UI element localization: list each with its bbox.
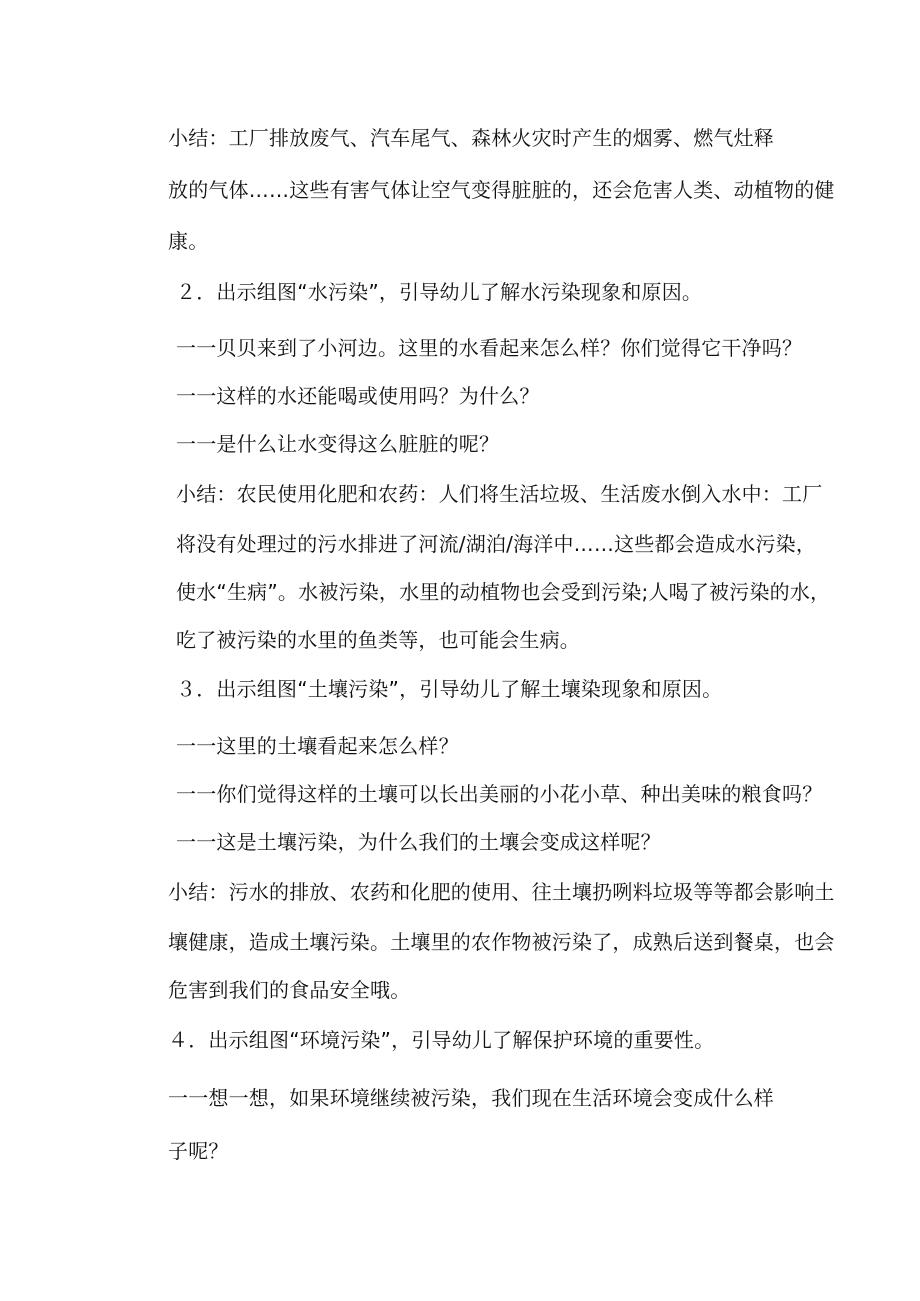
section-heading-3: ３．出示组图“土壤污染”，引导幼儿了解土壤染现象和原因。: [176, 677, 723, 701]
question-line-4: 一一这里的土壤看起来怎么样？: [176, 734, 459, 758]
summary-line-5: 小结：污水的排放、农药和化肥的使用、往土壤扔咧料垃圾等等都会影响土: [168, 880, 835, 904]
text-line-1: 小结：工厂排放废气、汽车尾气、森林火灾时产生的烟雾、燃气灶释: [168, 126, 774, 150]
question-line-2: 一一这样的水还能喝或使用吗？为什么？: [176, 384, 540, 408]
question-line-8: 子呢？: [168, 1139, 229, 1163]
question-line-6: 一一这是土壤污染，为什么我们的土壤会变成这样呢？: [176, 830, 661, 854]
summary-line-7: 危害到我们的食品安全哦。: [168, 978, 411, 1002]
text-line-3: 康。: [168, 229, 209, 253]
question-line-3: 一一是什么让水变得这么脏脏的呢？: [176, 432, 500, 456]
question-line-1: 一一贝贝来到了小河边。这里的水看起来怎么样？你们觉得它干净吗？: [176, 336, 803, 360]
question-line-7: 一一想一想，如果环境继续被污染，我们现在生活环境会变成什么样: [168, 1086, 774, 1110]
text-line-2: 放的气体……这些有害气体让空气变得脏脏的，还会危害人类、动植物的健: [168, 178, 835, 202]
section-heading-4: ４．出示组图“环境污染”，引导幼儿了解保护环境的重要性。: [168, 1028, 715, 1052]
summary-line-1: 小结：农民使用化肥和农药：人们将生活垃圾、生活废水倒入水中：工厂: [176, 482, 823, 506]
summary-line-6: 壤健康，造成土壤污染。土壤里的农作物被污染了，成熟后送到餐桌，也会: [168, 930, 835, 954]
section-heading-2: ２．出示组图“水污染”，引导幼儿了解水污染现象和原因。: [176, 280, 703, 304]
summary-line-3: 使水“生病”。水被污染，水里的动植物也会受到污染;人喝了被污染的水，: [176, 580, 831, 604]
summary-line-2: 将没有处理过的污水排进了河流/湖泊/海洋中……这些都会造成水污染，: [176, 532, 817, 556]
question-line-5: 一一你们觉得这样的土壤可以长出美丽的小花小草、种出美味的粮食吗？: [176, 782, 823, 806]
summary-line-4: 吃了被污染的水里的鱼类等，也可能会生病。: [176, 628, 580, 652]
